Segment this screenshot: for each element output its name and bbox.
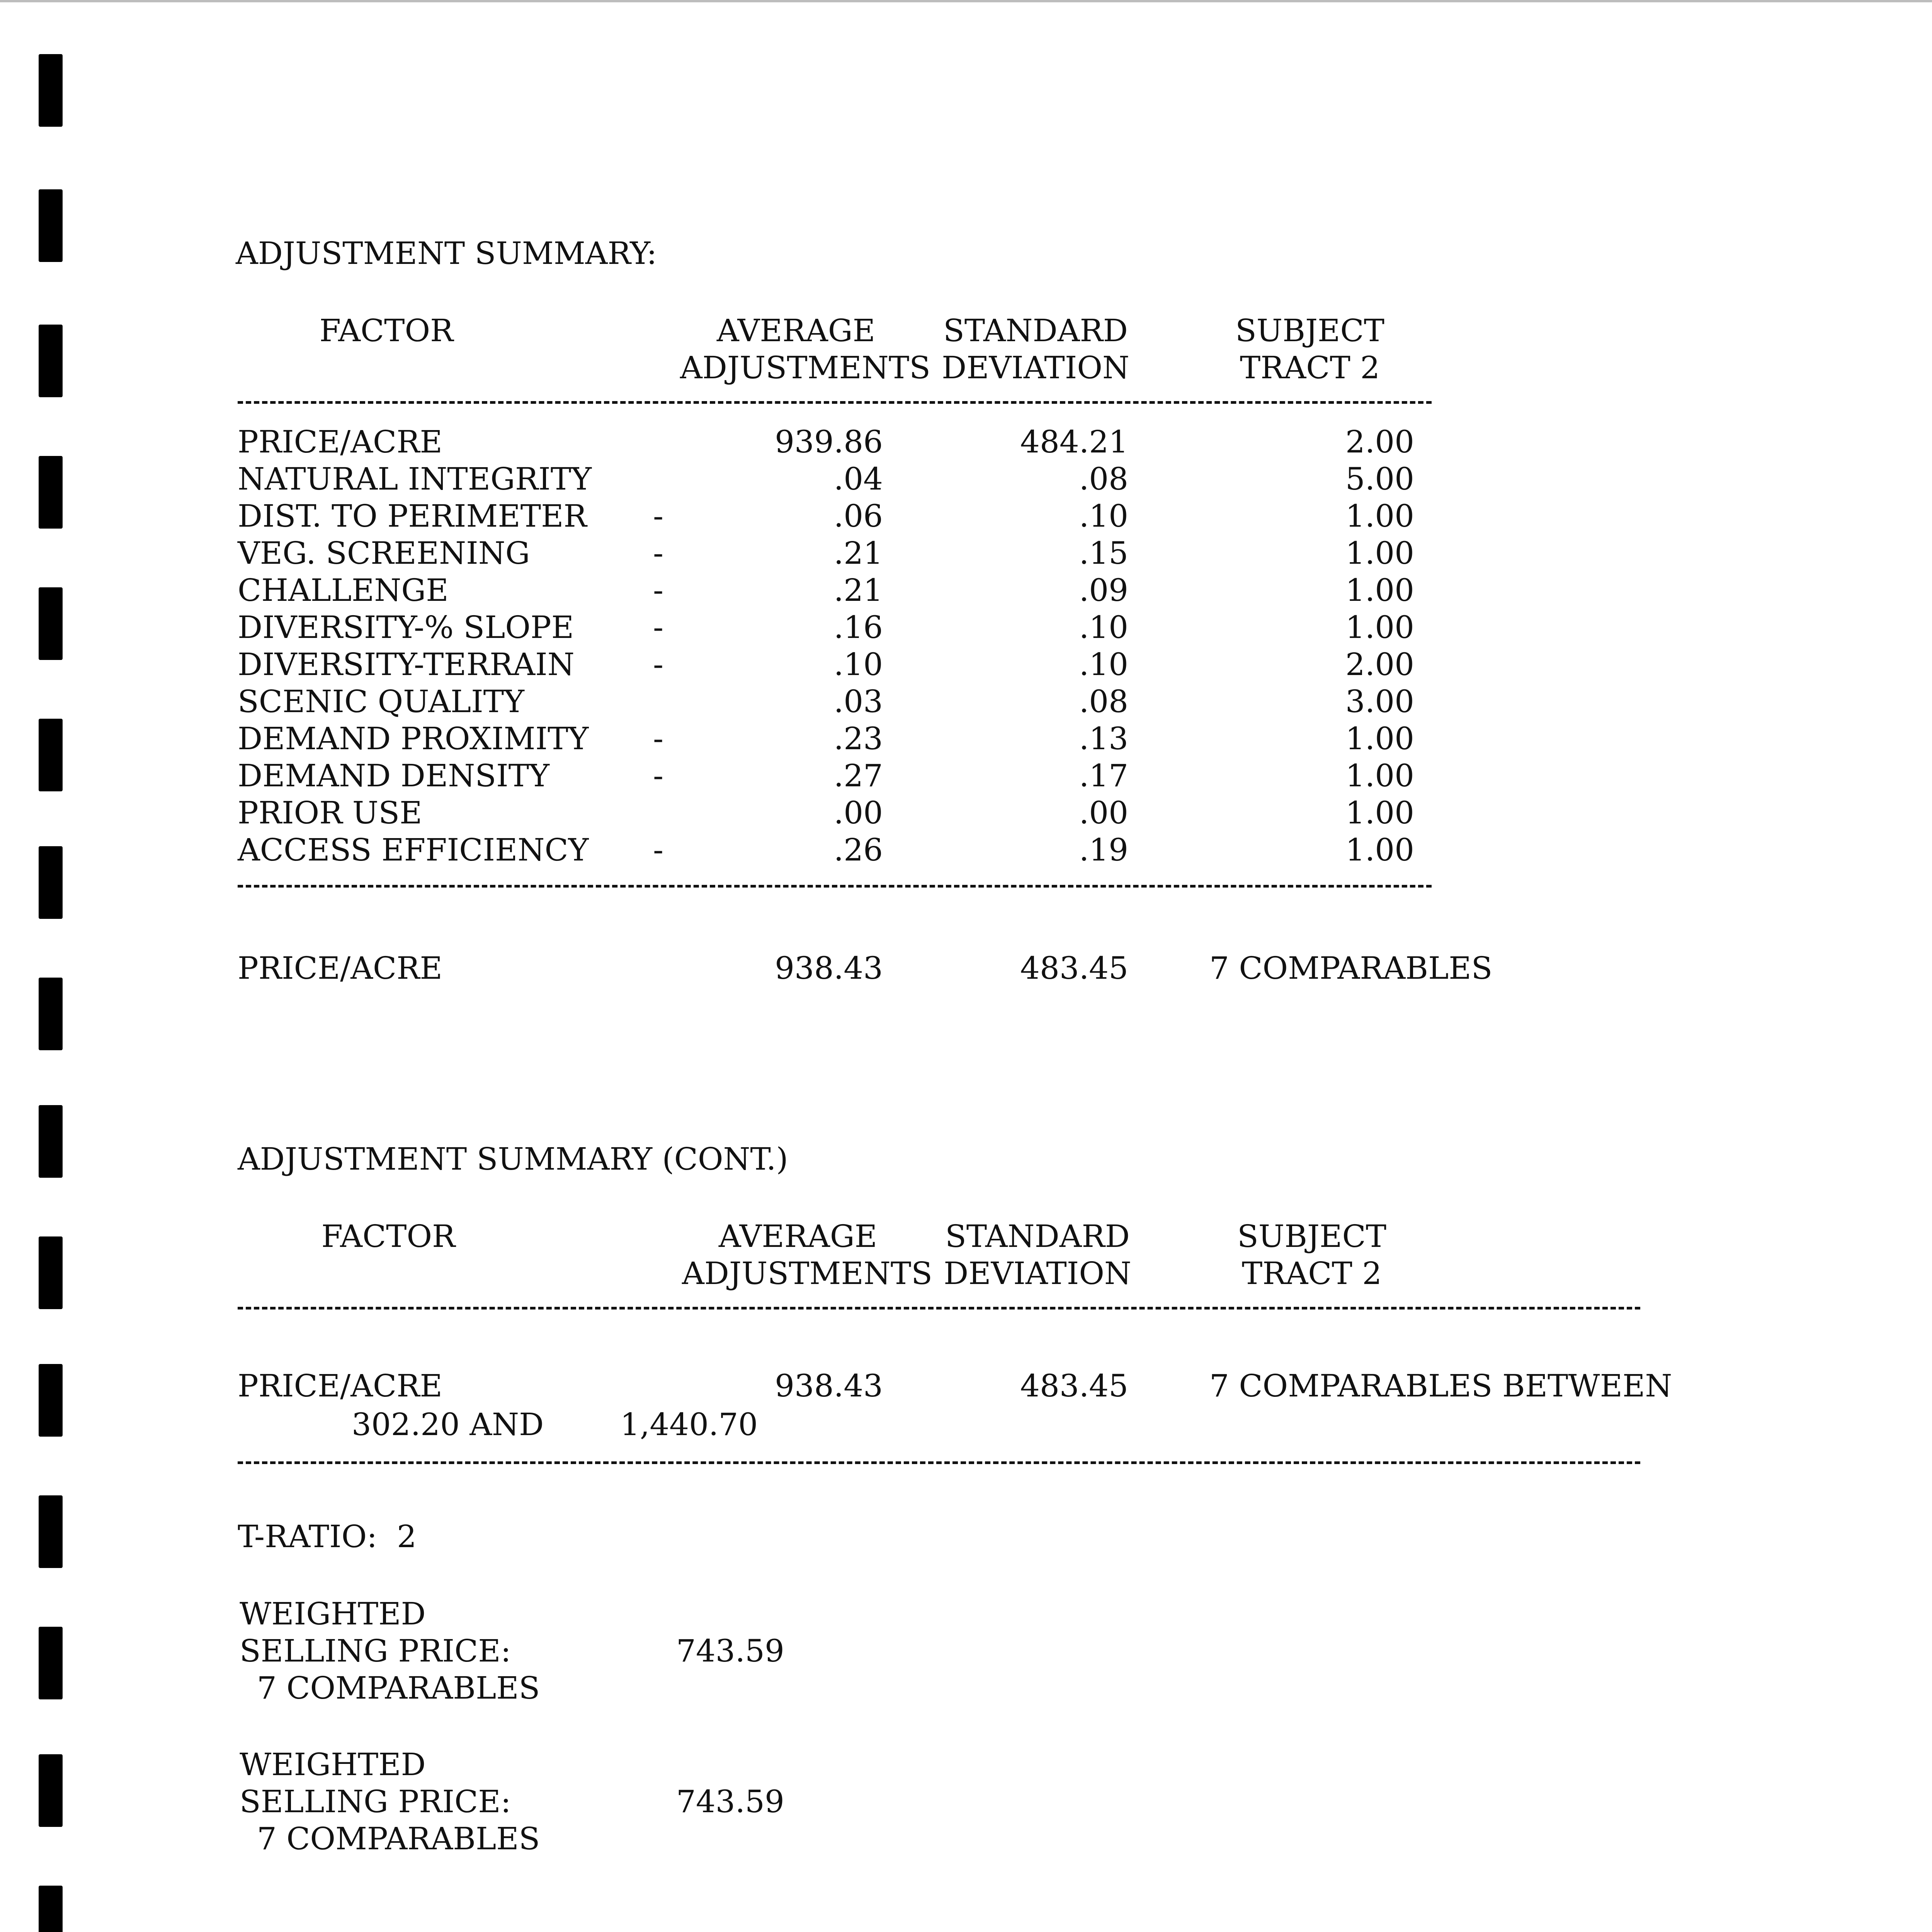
adjustment-sign: - — [653, 609, 664, 645]
col-header-tract: TRACT 2 — [1242, 1255, 1382, 1291]
binder-hole-mark — [39, 1886, 63, 1932]
cont-average: 938.43 — [775, 1368, 883, 1404]
weighted-label-2: SELLING PRICE: — [240, 1784, 511, 1820]
standard-deviation: .09 — [1079, 572, 1128, 608]
table-rule — [238, 885, 1432, 888]
subject-tract-value: 1.00 — [1345, 832, 1414, 868]
average-adjustment: .21 — [833, 535, 883, 571]
adjustment-sign: - — [653, 646, 664, 682]
col-header-factor: FACTOR — [319, 313, 454, 349]
cont-comparables: 7 COMPARABLES BETWEEN — [1209, 1368, 1672, 1404]
col-header-deviation: DEVIATION — [944, 1255, 1131, 1291]
total-std-deviation: 483.45 — [1020, 950, 1128, 986]
col-header-tract: TRACT 2 — [1240, 350, 1380, 386]
cont-range-high: 1,440.70 — [620, 1406, 758, 1442]
factor-name: NATURAL INTEGRITY — [238, 461, 592, 497]
average-adjustment: .03 — [833, 684, 883, 719]
col-header-adjustments: ADJUSTMENTS — [682, 1255, 933, 1291]
subject-tract-value: 1.00 — [1345, 535, 1414, 571]
col-header-subject: SUBJECT — [1235, 313, 1385, 349]
standard-deviation: .08 — [1079, 684, 1128, 719]
weighted-label-3: 7 COMPARABLES — [257, 1670, 540, 1706]
binder-hole-mark — [39, 1627, 63, 1699]
standard-deviation: .19 — [1079, 832, 1128, 868]
adjustment-sign: - — [653, 498, 664, 534]
standard-deviation: .17 — [1079, 758, 1128, 794]
average-adjustment: .04 — [833, 461, 883, 497]
factor-name: DIVERSITY-% SLOPE — [238, 609, 574, 645]
binder-hole-mark — [39, 978, 63, 1050]
binder-hole-mark — [39, 1364, 63, 1437]
factor-name: DIST. TO PERIMETER — [238, 498, 587, 534]
subject-tract-value: 2.00 — [1345, 646, 1414, 682]
subject-tract-value: 1.00 — [1345, 498, 1414, 534]
table-rule — [238, 401, 1432, 404]
weighted-label-2: SELLING PRICE: — [240, 1633, 511, 1669]
subject-tract-value: 1.00 — [1345, 721, 1414, 757]
col-header-average: AVERAGE — [716, 313, 876, 349]
subject-tract-value: 1.00 — [1345, 795, 1414, 831]
col-header-deviation: DEVIATION — [942, 350, 1129, 386]
standard-deviation: .08 — [1079, 461, 1128, 497]
standard-deviation: .15 — [1079, 535, 1128, 571]
binder-hole-mark — [39, 1495, 63, 1568]
weighted-label-3: 7 COMPARABLES — [257, 1821, 540, 1857]
subject-tract-value: 2.00 — [1345, 424, 1414, 460]
binder-hole-mark — [39, 1754, 63, 1827]
col-header-standard: STANDARD — [945, 1218, 1130, 1254]
binder-hole-mark — [39, 1105, 63, 1178]
average-adjustment: .10 — [833, 646, 883, 682]
binder-hole-mark — [39, 1236, 63, 1309]
factor-name: ACCESS EFFICIENCY — [238, 832, 589, 868]
binder-hole-mark — [39, 846, 63, 919]
col-header-adjustments: ADJUSTMENTS — [680, 350, 931, 386]
average-adjustment: .06 — [833, 498, 883, 534]
adjustment-sign: - — [653, 832, 664, 868]
binder-hole-mark — [39, 456, 63, 529]
col-header-standard: STANDARD — [943, 313, 1128, 349]
subject-tract-value: 5.00 — [1345, 461, 1414, 497]
average-adjustment: .26 — [833, 832, 883, 868]
average-adjustment: .21 — [833, 572, 883, 608]
section-heading-cont: ADJUSTMENT SUMMARY (CONT.) — [238, 1141, 788, 1177]
factor-name: DEMAND PROXIMITY — [238, 721, 589, 757]
factor-name: DIVERSITY-TERRAIN — [238, 646, 575, 682]
col-header-factor: FACTOR — [321, 1218, 456, 1254]
adjustment-sign: - — [653, 721, 664, 757]
factor-name: PRIOR USE — [238, 795, 422, 831]
subject-tract-value: 1.00 — [1345, 572, 1414, 608]
binder-hole-mark — [39, 325, 63, 397]
binder-hole-mark — [39, 587, 63, 660]
t-ratio: T-RATIO: 2 — [238, 1519, 417, 1554]
standard-deviation: .13 — [1079, 721, 1128, 757]
binder-hole-mark — [39, 719, 63, 791]
subject-tract-value: 1.00 — [1345, 758, 1414, 794]
standard-deviation: .10 — [1079, 646, 1128, 682]
weighted-value: 743.59 — [676, 1633, 784, 1669]
table-rule — [238, 1461, 1640, 1464]
col-header-average: AVERAGE — [718, 1218, 878, 1254]
weighted-value: 743.59 — [676, 1784, 784, 1820]
subject-tract-value: 3.00 — [1345, 684, 1414, 719]
standard-deviation: .00 — [1079, 795, 1128, 831]
average-adjustment: .23 — [833, 721, 883, 757]
standard-deviation: .10 — [1079, 609, 1128, 645]
table-rule — [238, 1307, 1640, 1310]
factor-name: CHALLENGE — [238, 572, 449, 608]
cont-factor: PRICE/ACRE — [238, 1368, 442, 1404]
total-average: 938.43 — [775, 950, 883, 986]
weighted-label-1: WEIGHTED — [240, 1596, 426, 1632]
adjustment-sign: - — [653, 535, 664, 571]
factor-name: DEMAND DENSITY — [238, 758, 549, 794]
binder-hole-mark — [39, 54, 63, 127]
factor-name: PRICE/ACRE — [238, 424, 442, 460]
binder-hole-mark — [39, 189, 63, 262]
factor-name: VEG. SCREENING — [238, 535, 530, 571]
adjustment-sign: - — [653, 758, 664, 794]
col-header-subject: SUBJECT — [1237, 1218, 1387, 1254]
total-factor: PRICE/ACRE — [238, 950, 442, 986]
section-heading: ADJUSTMENT SUMMARY: — [236, 235, 657, 271]
total-comparables: 7 COMPARABLES — [1209, 950, 1493, 986]
average-adjustment: .16 — [833, 609, 883, 645]
average-adjustment: .00 — [833, 795, 883, 831]
cont-std-deviation: 483.45 — [1020, 1368, 1128, 1404]
cont-range-low: 302.20 AND — [352, 1406, 544, 1442]
adjustment-sign: - — [653, 572, 664, 608]
factor-name: SCENIC QUALITY — [238, 684, 524, 719]
average-adjustment: .27 — [833, 758, 883, 794]
standard-deviation: 484.21 — [1020, 424, 1128, 460]
standard-deviation: .10 — [1079, 498, 1128, 534]
average-adjustment: 939.86 — [775, 424, 883, 460]
weighted-label-1: WEIGHTED — [240, 1747, 426, 1782]
subject-tract-value: 1.00 — [1345, 609, 1414, 645]
